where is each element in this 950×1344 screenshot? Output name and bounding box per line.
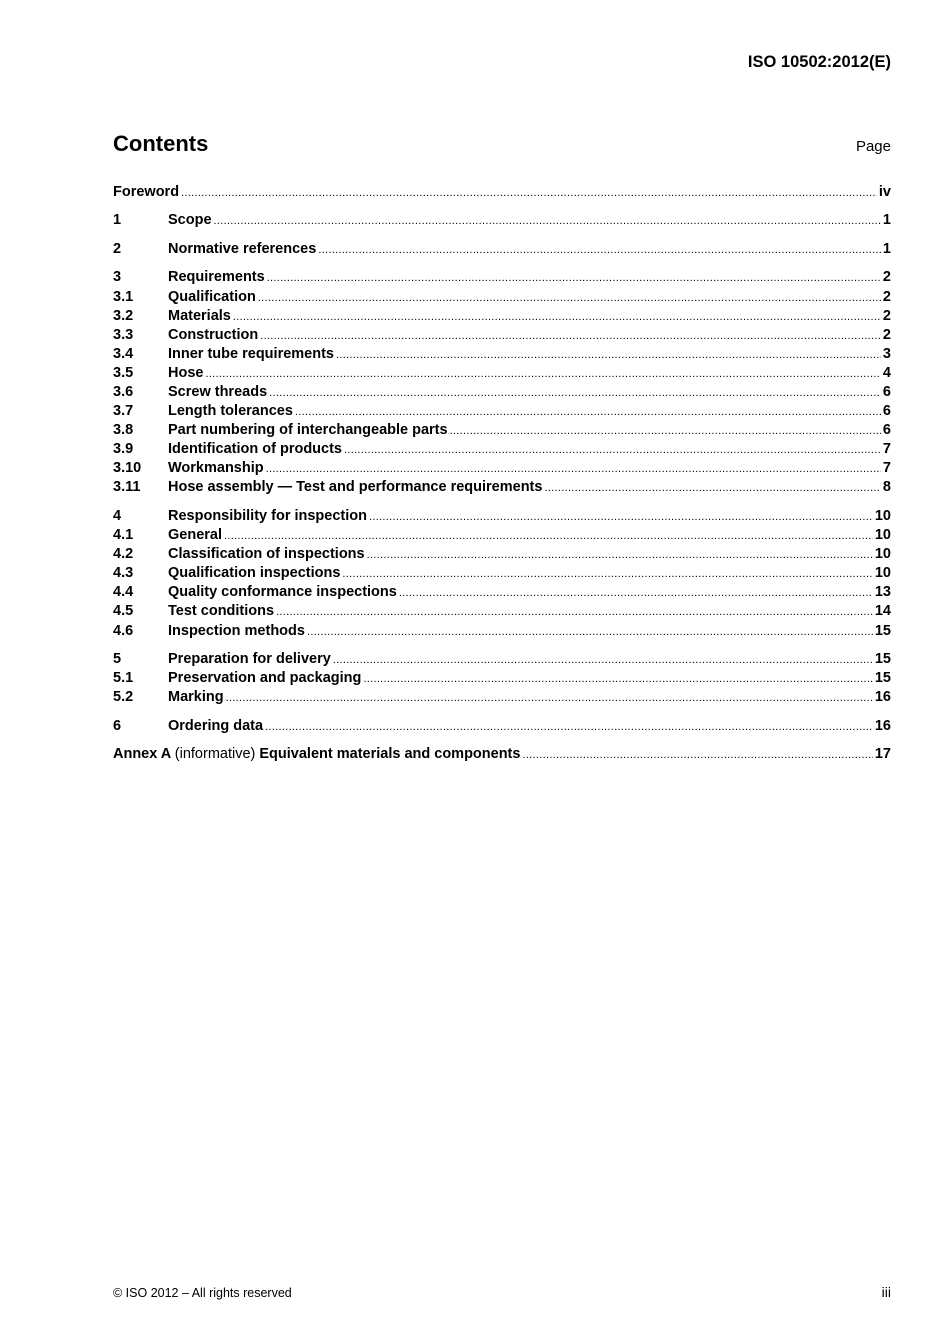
- toc-entry-page: 13: [874, 584, 891, 601]
- toc-entry-page: 6: [882, 422, 891, 439]
- toc-entry-title: Inspection methods: [168, 622, 305, 639]
- toc-entry[interactable]: [113, 717, 891, 736]
- dot-leader: [269, 384, 881, 403]
- toc-entry-number: 3.5: [113, 364, 134, 381]
- toc-entry-number: 4.4: [113, 584, 134, 601]
- annex-title: Equivalent materials and components: [259, 746, 521, 763]
- toc-entry[interactable]: [113, 326, 891, 345]
- annex-label: Annex A: [113, 746, 171, 763]
- dot-leader: [344, 441, 881, 460]
- table-of-contents: [113, 183, 891, 764]
- toc-entry[interactable]: [113, 602, 891, 621]
- contents-heading: Contents: [113, 131, 209, 156]
- toc-entry-number: 3.10: [113, 460, 142, 477]
- toc-entry-number: 1: [113, 212, 122, 229]
- toc-entry-page: 17: [874, 746, 891, 763]
- annex-qualifier: (informative): [174, 746, 256, 763]
- toc-entry-number: 3.6: [113, 384, 134, 401]
- toc-entry[interactable]: [113, 507, 891, 526]
- dot-leader: [266, 460, 881, 479]
- toc-entry-title: Qualification: [168, 288, 256, 305]
- toc-entry-page: 1: [882, 212, 891, 229]
- dot-leader: [342, 565, 872, 584]
- toc-entry[interactable]: [113, 211, 891, 230]
- toc-entry-title: Classification of inspections: [168, 546, 365, 563]
- toc-entry-number: 3.1: [113, 288, 134, 305]
- toc-entry[interactable]: [113, 364, 891, 383]
- page-number: iii: [881, 1284, 891, 1300]
- toc-entry[interactable]: [113, 383, 891, 402]
- toc-entry-number: 6: [113, 717, 122, 734]
- dot-leader: [307, 623, 873, 642]
- toc-entry-title: Construction: [168, 326, 259, 343]
- toc-entry-page: 2: [882, 269, 891, 286]
- toc-entry-number: 3.9: [113, 441, 134, 458]
- toc-entry-page: 16: [874, 717, 891, 734]
- dot-leader: [224, 527, 873, 546]
- toc-entry-number: 5: [113, 651, 122, 668]
- dot-leader: [369, 508, 873, 527]
- toc-entry-title: Preparation for delivery: [168, 651, 331, 668]
- toc-entry-title: Identification of products: [168, 441, 342, 458]
- toc-entry-number: 4.1: [113, 527, 134, 544]
- dot-leader: [399, 584, 873, 603]
- toc-entry-page: 10: [874, 546, 891, 563]
- dot-leader: [233, 308, 881, 327]
- toc-entry-number: 3.8: [113, 422, 134, 439]
- toc-entry-page: 8: [882, 479, 891, 496]
- toc-entry[interactable]: [113, 307, 891, 326]
- toc-entry[interactable]: [113, 564, 891, 583]
- toc-entry-title: Length tolerances: [168, 403, 293, 420]
- toc-entry-page: 7: [882, 441, 891, 458]
- toc-entry-title: Marking: [168, 689, 224, 706]
- toc-entry-title: Materials: [168, 307, 231, 324]
- toc-entry-page: 3: [882, 345, 891, 362]
- toc-entry[interactable]: [113, 478, 891, 497]
- toc-entry-title: Workmanship: [168, 460, 264, 477]
- toc-entry-number: 4.2: [113, 546, 134, 563]
- toc-entry[interactable]: [113, 545, 891, 564]
- toc-entry-number: 5.2: [113, 689, 134, 706]
- toc-entry-page: 15: [874, 670, 891, 687]
- toc-entry[interactable]: [113, 688, 891, 707]
- toc-entry-title: Inner tube requirements: [168, 345, 334, 362]
- dot-leader: [267, 269, 881, 288]
- toc-entry-title: Part numbering of interchangeable parts: [168, 422, 448, 439]
- dot-leader: [226, 689, 873, 708]
- toc-entry-page: 2: [882, 288, 891, 305]
- toc-entry-title: Hose: [168, 364, 204, 381]
- toc-entry[interactable]: [113, 459, 891, 478]
- toc-entry-title: Foreword: [113, 184, 180, 200]
- page-column-label: Page: [855, 138, 891, 155]
- dot-leader: [333, 651, 873, 670]
- dot-leader: [544, 479, 880, 498]
- toc-entry-title: Qualification inspections: [168, 565, 341, 582]
- toc-entry-page: 4: [882, 364, 891, 381]
- dot-leader: [181, 184, 877, 203]
- dot-leader: [450, 422, 881, 441]
- toc-entry-title: General: [168, 527, 222, 544]
- toc-entry-page: 10: [874, 565, 891, 582]
- toc-entry-number: 4.3: [113, 565, 134, 582]
- toc-entry[interactable]: [113, 650, 891, 669]
- toc-entry-page: 1: [882, 240, 891, 257]
- dot-leader: [205, 365, 880, 384]
- toc-entry[interactable]: [113, 345, 891, 364]
- toc-entry[interactable]: [113, 421, 891, 440]
- toc-entry-page: 2: [882, 326, 891, 343]
- toc-entry-title: Quality conformance inspections: [168, 584, 397, 601]
- toc-entry[interactable]: [113, 583, 891, 602]
- toc-entry-number: 5.1: [113, 670, 134, 687]
- dot-leader: [265, 718, 873, 737]
- dot-leader: [260, 327, 881, 346]
- toc-entry-title: Screw threads: [168, 384, 268, 401]
- copyright-notice: © ISO 2012 – All rights reserved: [113, 1286, 292, 1300]
- toc-entry-number: 3.3: [113, 326, 134, 343]
- toc-entry-title: Preservation and packaging: [168, 670, 362, 687]
- toc-entry-number: 3.2: [113, 307, 134, 324]
- toc-entry-page: 7: [882, 460, 891, 477]
- toc-entry-page: 10: [874, 527, 891, 544]
- toc-entry-number: 2: [113, 240, 122, 257]
- toc-entry[interactable]: [113, 402, 891, 421]
- toc-entry-title: Ordering data: [168, 717, 264, 734]
- toc-entry[interactable]: [113, 669, 891, 688]
- toc-entry-title: [113, 745, 520, 764]
- toc-entry-title: Requirements: [168, 269, 265, 286]
- toc-entry-title: Responsibility for inspection: [168, 507, 367, 524]
- toc-entry-page: 6: [882, 403, 891, 420]
- toc-entry-number: 4.6: [113, 622, 134, 639]
- toc-entry-annex-a[interactable]: [113, 745, 891, 764]
- dot-leader: [318, 241, 881, 260]
- toc-entry[interactable]: [113, 526, 891, 545]
- dot-leader: [522, 746, 872, 765]
- dot-leader: [363, 670, 872, 689]
- toc-entry-page: 10: [874, 507, 891, 524]
- document-id: ISO 10502:2012(E): [747, 53, 891, 71]
- toc-entry-page: 6: [882, 384, 891, 401]
- toc-entry-page: 16: [874, 689, 891, 706]
- toc-entry[interactable]: [113, 622, 891, 641]
- toc-entry-title: Test conditions: [168, 603, 275, 620]
- toc-entry-number: 3.11: [113, 479, 141, 496]
- dot-leader: [258, 289, 881, 308]
- dot-leader: [276, 603, 873, 622]
- toc-entry[interactable]: [113, 183, 891, 202]
- toc-entry-number: 4: [113, 507, 122, 524]
- toc-entry-page: 2: [882, 307, 891, 324]
- toc-entry-page: 14: [874, 603, 891, 620]
- toc-entry-title: Scope: [168, 212, 212, 229]
- toc-entry-title: Normative references: [168, 240, 317, 257]
- toc-entry-page: 15: [874, 651, 891, 668]
- toc-entry-title: Hose assembly — Test and performance requirements: [168, 479, 543, 496]
- toc-entry-number: 4.5: [113, 603, 134, 620]
- dot-leader: [367, 546, 873, 565]
- toc-entry[interactable]: [113, 240, 891, 259]
- toc-entry-number: 3.4: [113, 345, 134, 362]
- toc-entry-page: iv: [878, 184, 891, 200]
- dot-leader: [295, 403, 881, 422]
- toc-entry-number: 3.7: [113, 403, 134, 420]
- dot-leader: [214, 212, 881, 231]
- toc-entry[interactable]: [113, 268, 891, 287]
- toc-entry-page: 15: [874, 622, 891, 639]
- toc-entry[interactable]: [113, 440, 891, 459]
- toc-entry-number: 3: [113, 269, 122, 286]
- dot-leader: [336, 346, 881, 365]
- toc-entry[interactable]: [113, 288, 891, 307]
